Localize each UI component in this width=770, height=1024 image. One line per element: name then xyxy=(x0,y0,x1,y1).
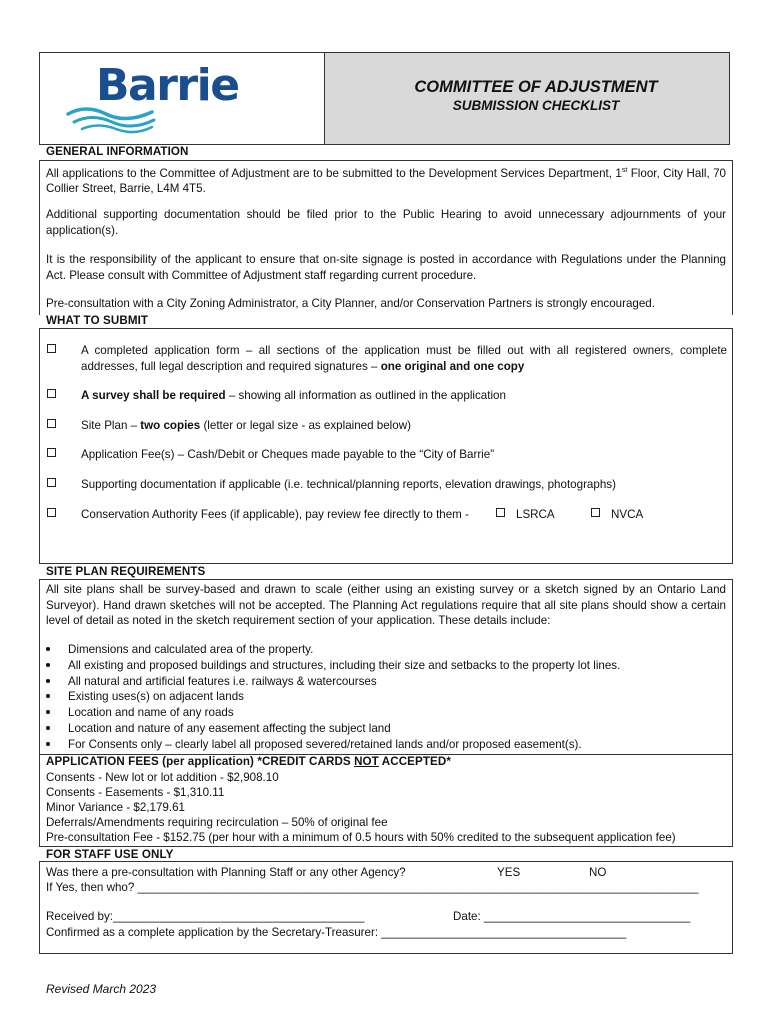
item-conservation-fees: Conservation Authority Fees (if applicable), pay review fee directly to them - xyxy=(81,508,469,521)
page-subtitle: SUBMISSION CHECKLIST xyxy=(452,98,620,113)
checkbox-application-form[interactable] xyxy=(47,344,56,353)
item-application-fee: Application Fee(s) – Cash/Debit or Cheques made payable to the “City of Barrie” xyxy=(81,448,495,461)
general-p2: Additional supporting documentation should be filed prior to the Public Hearing to avoid unnecessary adjournments of your application(s). xyxy=(46,208,726,237)
received-by-field[interactable]: Received by:_______________________________________ xyxy=(46,910,365,923)
fee-line: Consents - New lot or lot addition - $2,908.10 xyxy=(46,771,279,784)
revised-date: Revised March 2023 xyxy=(46,982,157,996)
checkbox-site-plan[interactable] xyxy=(47,419,56,428)
who-field[interactable]: If Yes, then who? _______________________________________________________________________________________ xyxy=(46,881,699,894)
confirmed-field[interactable]: Confirmed as a complete application by the Secretary-Treasurer: ______________________________________ xyxy=(46,926,627,939)
staff-use-heading: FOR STAFF USE ONLY xyxy=(46,848,174,861)
checkbox-conservation-fees[interactable] xyxy=(47,508,56,517)
checkbox-nvca[interactable] xyxy=(591,508,600,517)
general-p1: All applications to the Committee of Adjustment are to be submitted to the Development Services Department, 1st Floor, City Hall, 70 Collier Street, Barrie, L4M 4T5. xyxy=(46,166,726,196)
general-p4: Pre-consultation with a City Zoning Administrator, a City Planner, and/or Conservation Partners is strongly encouraged. xyxy=(46,297,655,310)
checkbox-lsrca[interactable] xyxy=(496,508,505,517)
checkbox-application-fee[interactable] xyxy=(47,448,56,457)
nvca-label: NVCA xyxy=(611,508,644,521)
checkbox-supporting-docs[interactable] xyxy=(47,478,56,487)
item-supporting-docs: Supporting documentation if applicable (i.e. technical/planning reports, elevation drawings, photographs) xyxy=(81,478,616,491)
fee-line: Minor Variance - $2,179.61 xyxy=(46,801,185,814)
fee-line: Consents - Easements - $1,310.11 xyxy=(46,786,225,799)
date-field[interactable]: Date: ________________________________ xyxy=(453,910,691,923)
yes-option[interactable]: YES xyxy=(497,866,521,879)
logo-wordmark: Barrie xyxy=(96,60,239,111)
barrie-logo xyxy=(66,60,251,136)
general-info-heading: GENERAL INFORMATION xyxy=(46,145,189,158)
fee-line: Pre-consultation Fee - $152.75 (per hour with a minimum of 0.5 hours with 50% credited to the subsequent application fee) xyxy=(46,831,676,844)
item-site-plan: Site Plan – two copies (letter or legal size - as explained below) xyxy=(81,419,411,432)
item-survey: A survey shall be required – showing all information as outlined in the application xyxy=(81,389,506,402)
item-application-form: A completed application form – all sections of the application must be filled out with all registered owners, complete addresses, full legal description and required signatures – one original and one copy xyxy=(81,344,727,373)
checkbox-survey[interactable] xyxy=(47,389,56,398)
site-plan-heading: SITE PLAN REQUIREMENTS xyxy=(46,565,206,578)
what-to-submit-heading: WHAT TO SUBMIT xyxy=(46,314,149,327)
general-p3: It is the responsibility of the applicant to ensure that on-site signage is posted in accordance with Regulations under the Planning Act. Please consult with Committee of Adjustment staff regarding current procedure. xyxy=(46,253,726,282)
preconsult-question: Was there a pre-consultation with Planning Staff or any other Agency? xyxy=(46,866,406,879)
no-option[interactable]: NO xyxy=(589,866,607,879)
fees-heading: APPLICATION FEES (per application) *CREDIT CARDS NOT ACCEPTED* xyxy=(46,755,451,768)
logo-waves-icon xyxy=(66,106,156,134)
site-plan-intro: All site plans shall be survey-based and drawn to scale (either using an existing survey or a sketch signed by an Ontario Land Surveyor). Hand drawn sketches will not be accepted. The Planning Act regulations require that all site plans should show a certain level of detail as noted in the sketch requirement section of your application. These details include: xyxy=(46,583,726,627)
fee-line: Deferrals/Amendments requiring recirculation – 50% of original fee xyxy=(46,816,388,829)
page-title: COMMITTEE OF ADJUSTMENT xyxy=(414,78,658,96)
lsrca-label: LSRCA xyxy=(516,508,555,521)
